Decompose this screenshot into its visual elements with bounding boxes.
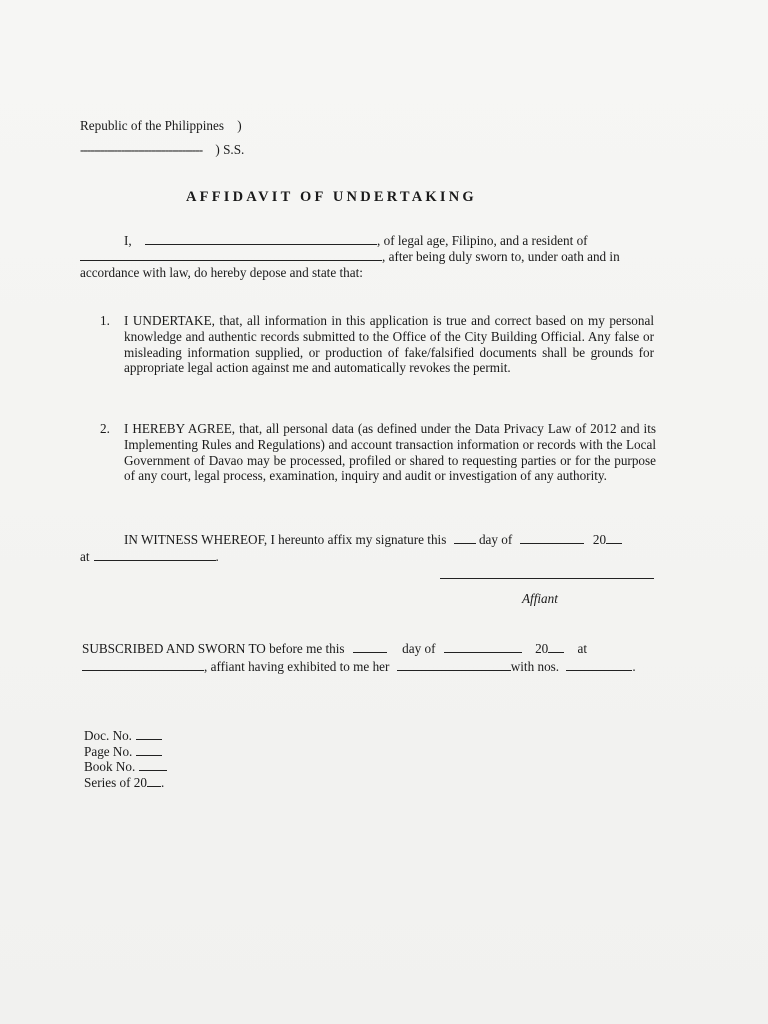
witness-text: IN WITNESS WHEREOF, I hereunto affix my signature this xyxy=(124,532,447,547)
witness-line xyxy=(124,531,622,548)
sworn-day-blank[interactable] xyxy=(353,640,387,653)
doc-no-blank[interactable] xyxy=(136,727,162,740)
sworn-at-label: at xyxy=(577,641,588,656)
sworn-period: . xyxy=(632,659,636,674)
document-title: AFFIDAVIT OF UNDERTAKING xyxy=(186,189,477,205)
witness-place-blank[interactable] xyxy=(94,548,216,561)
sworn-with-nos-label: with nos. xyxy=(510,659,560,674)
sworn-text: SUBSCRIBED AND SWORN TO before me this xyxy=(82,641,345,656)
witness-at-line xyxy=(80,548,219,565)
sworn-place-blank[interactable] xyxy=(82,658,204,671)
intro-line-1 xyxy=(124,232,588,249)
witness-year-blank[interactable] xyxy=(606,531,622,544)
witness-at-label: at xyxy=(80,549,90,564)
intro-line1-text: , of legal age, Filipino, and a resident of xyxy=(377,233,588,248)
item-2-text: I HEREBY AGREE, that, all personal data (as defined under the Data Privacy Law of 2012 and its Implementing Rules and Regulations) and account transaction information or records with the Local Government of Davao may be processed, profiled or shared to requesting parties or for the purpose of any court, legal process, examination, inquiry and audit or investigation of any authority. xyxy=(124,421,656,484)
affiant-label: Affiant xyxy=(522,591,558,606)
series-year-blank[interactable] xyxy=(147,774,161,787)
witness-month-blank[interactable] xyxy=(520,531,584,544)
sworn-day-label: day of xyxy=(402,641,436,656)
item-1-text: I UNDERTAKE, that, all information in this application is true and correct based on my personal knowledge and authentic records submitted to the Office of the City Building Official. Any false or misleading information supplied, or production of fake/falsified documents shall be grounds for appropriate legal action against me and automatically revokes the permit. xyxy=(124,313,654,376)
book-no-label: Book No. xyxy=(84,759,136,774)
series-label: Series of 20 xyxy=(84,775,147,790)
ss-blank: ------------------------------------ xyxy=(80,142,203,157)
witness-day-label: day of xyxy=(478,532,513,547)
sworn-year-label: 20 xyxy=(535,641,549,656)
intro-line-3: accordance with law, do hereby depose and state that: xyxy=(80,265,363,280)
affiant-signature-line[interactable] xyxy=(440,578,654,579)
witness-year-label: 20 xyxy=(592,532,607,547)
sworn-month-blank[interactable] xyxy=(444,640,522,653)
sworn-exhibit-text: , affiant having exhibited to me her xyxy=(204,659,390,674)
doc-no-line xyxy=(84,727,162,744)
country-paren: ) xyxy=(237,118,242,133)
sworn-line-2 xyxy=(82,658,636,675)
witness-period: . xyxy=(215,549,219,564)
item-1-number: 1. xyxy=(100,313,110,328)
residence-blank[interactable] xyxy=(80,248,382,261)
page-no-blank[interactable] xyxy=(136,743,162,756)
sworn-id-blank[interactable] xyxy=(397,658,511,671)
undertaking-item-1 xyxy=(100,313,654,376)
country-text: Republic of the Philippines xyxy=(80,118,224,133)
series-line: Series of 20 . xyxy=(84,775,165,790)
sworn-id-number-blank[interactable] xyxy=(566,658,632,671)
book-no-line xyxy=(84,758,167,775)
ss-line xyxy=(80,142,244,158)
undertaking-item-2 xyxy=(100,421,656,484)
ss-text: ) S.S. xyxy=(215,142,245,157)
item-2-number: 2. xyxy=(100,421,110,436)
intro-line2-text: , after being duly sworn to, under oath and in xyxy=(382,249,620,264)
country-heading xyxy=(80,118,242,134)
sworn-year-blank[interactable] xyxy=(548,640,564,653)
book-no-blank[interactable] xyxy=(139,758,167,771)
intro-line-2 xyxy=(80,248,620,265)
sworn-line-1 xyxy=(82,640,587,657)
witness-day-blank[interactable] xyxy=(454,531,476,544)
intro-i: I, xyxy=(124,233,132,248)
name-blank[interactable] xyxy=(145,232,377,245)
page-no-label: Page No. xyxy=(84,744,133,759)
doc-no-label: Doc. No. xyxy=(84,728,132,743)
